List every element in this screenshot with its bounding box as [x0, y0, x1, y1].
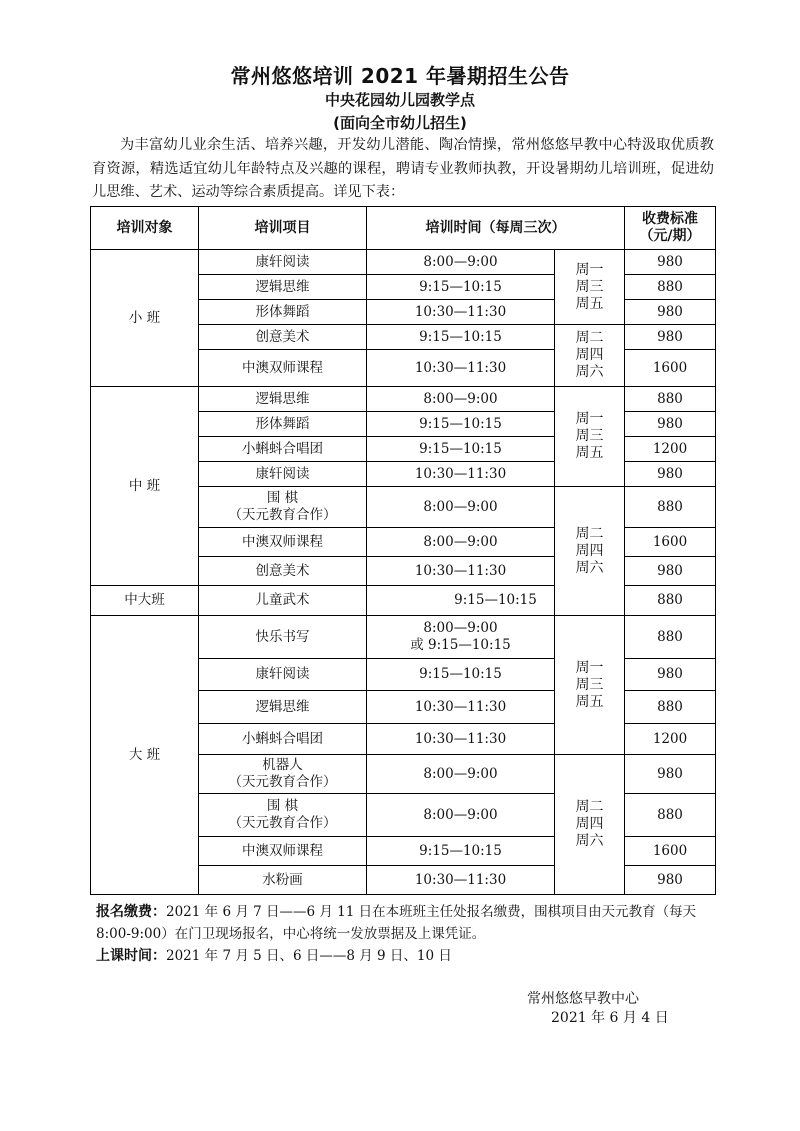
course-cell: 康轩阅读: [199, 659, 367, 691]
days-cell: 周一 周三 周五: [555, 387, 625, 487]
course-cell: 儿童武术: [199, 586, 367, 616]
fee-cell: 1200: [625, 724, 716, 755]
enroll-text: 2021 年 6 月 7 日——6 月 11 日在本班班主任处报名缴费，围棋项目由天元教育（每天 8:00-9:00）在门卫现场报名，中心将统一发放票据及上课凭证。: [96, 904, 697, 942]
table-header-row: [91, 207, 716, 250]
table-row: [91, 387, 716, 412]
course-cell: 创意美术: [199, 557, 367, 586]
page-title: 常州悠悠培训 2021 年暑期招生公告: [230, 64, 570, 88]
time-cell: 10:30—11:30: [367, 691, 555, 724]
time-cell: 8:00—9:00: [367, 250, 555, 275]
time-cell: 8:00—9:00 或 9:15—10:15: [367, 616, 555, 659]
schedule-table: [90, 206, 716, 895]
time-cell: 9:15—10:15: [367, 437, 555, 462]
fee-cell: 980: [625, 412, 716, 437]
fee-cell: 1600: [625, 350, 716, 387]
time-cell: 9:15—10:15: [367, 586, 625, 616]
header-fee-text: 收费标准 （元/期）: [639, 211, 701, 244]
course-cell: 逻辑思维: [199, 275, 367, 300]
header-target: 培训对象: [91, 207, 199, 250]
time-cell: 9:15—10:15: [367, 837, 555, 866]
course-cell: 创意美术: [199, 325, 367, 350]
days-cell: 周二 周四 周六: [555, 325, 625, 387]
enroll-note: [96, 901, 716, 945]
course-cell: 小蝌蚪合唱团: [199, 437, 367, 462]
days-cell: 周二 周四 周六: [555, 487, 625, 616]
days-cell: 周一 周三 周五: [555, 616, 625, 755]
time-cell: 10:30—11:30: [367, 300, 555, 325]
time-cell: 10:30—11:30: [367, 866, 555, 895]
page-subtitle: 中央花园幼儿园教学点: [324, 91, 475, 109]
table-row: [91, 586, 716, 616]
fee-cell: 980: [625, 250, 716, 275]
time-cell: 8:00—9:00: [367, 528, 555, 557]
header-fee: [625, 207, 716, 250]
enroll-label: 报名缴费：: [96, 904, 166, 920]
course-cell: 逻辑思维: [199, 387, 367, 412]
course-cell: 逻辑思维: [199, 691, 367, 724]
class-group-cell: 大 班: [91, 616, 199, 895]
fee-cell: 880: [625, 487, 716, 528]
course-cell: 水粉画: [199, 866, 367, 895]
fee-cell: 880: [625, 616, 716, 659]
time-cell: 10:30—11:30: [367, 724, 555, 755]
table-row: [91, 250, 716, 275]
course-cell: 机器人 （天元教育合作）: [199, 755, 367, 794]
course-cell: 中澳双师课程: [199, 837, 367, 866]
time-cell: 8:00—9:00: [367, 387, 555, 412]
course-cell: 康轩阅读: [199, 462, 367, 487]
fee-cell: 1200: [625, 437, 716, 462]
course-cell: 中澳双师课程: [199, 350, 367, 387]
time-cell: 9:15—10:15: [367, 412, 555, 437]
class-group-cell: 小 班: [91, 250, 199, 387]
course-cell: 围 棋 （天元教育合作）: [199, 487, 367, 528]
time-cell: 9:15—10:15: [367, 275, 555, 300]
class-time-label: 上课时间：: [96, 948, 166, 964]
time-cell: 9:15—10:15: [367, 325, 555, 350]
course-cell: 康轩阅读: [199, 250, 367, 275]
course-cell: 小蝌蚪合唱团: [199, 724, 367, 755]
header-course: 培训项目: [199, 207, 367, 250]
fee-cell: 980: [625, 462, 716, 487]
time-cell: 9:15—10:15: [367, 659, 555, 691]
fee-cell: 980: [625, 659, 716, 691]
course-cell: 围 棋 （天元教育合作）: [199, 794, 367, 837]
course-cell: 形体舞蹈: [199, 300, 367, 325]
fee-cell: 880: [625, 794, 716, 837]
fee-cell: 880: [625, 275, 716, 300]
signature-date: 2021 年 6 月 4 日: [551, 1010, 669, 1026]
intro-paragraph: 为丰富幼儿业余生活、培养兴趣，开发幼儿潜能、陶冶情操，常州悠悠早教中心特汲取优质教育资源，精选适宜幼儿年龄特点及兴趣的课程，聘请专业教师执教，开设暑期幼儿培训班，促进幼儿思维、艺术、运动等综合素质提高。详见下表：: [92, 137, 714, 200]
course-cell: 形体舞蹈: [199, 412, 367, 437]
fee-cell: 880: [625, 691, 716, 724]
time-cell: 8:00—9:00: [367, 755, 555, 794]
days-cell: 周二 周四 周六: [555, 755, 625, 895]
fee-cell: 1600: [625, 528, 716, 557]
fee-cell: 1600: [625, 837, 716, 866]
class-group-cell: 中大班: [91, 586, 199, 616]
time-cell: 10:30—11:30: [367, 557, 555, 586]
page-subtitle-scope: (面向全市幼儿招生): [333, 114, 467, 132]
schedule-body: [91, 250, 716, 895]
fee-cell: 980: [625, 755, 716, 794]
time-cell: 8:00—9:00: [367, 487, 555, 528]
fee-cell: 980: [625, 866, 716, 895]
class-time-note: [96, 945, 716, 967]
time-cell: 10:30—11:30: [367, 462, 555, 487]
course-cell: 快乐书写: [199, 616, 367, 659]
days-cell: 周一 周三 周五: [555, 250, 625, 325]
fee-cell: 980: [625, 557, 716, 586]
time-cell: 10:30—11:30: [367, 350, 555, 387]
signature-org: 常州悠悠早教中心: [527, 991, 639, 1007]
class-group-cell: 中 班: [91, 387, 199, 586]
course-cell: 中澳双师课程: [199, 528, 367, 557]
fee-cell: 880: [625, 387, 716, 412]
class-time-text: 2021 年 7 月 5 日、6 日——8 月 9 日、10 日: [166, 948, 452, 964]
fee-cell: 980: [625, 325, 716, 350]
table-row: [91, 616, 716, 659]
fee-cell: 980: [625, 300, 716, 325]
time-cell: 8:00—9:00: [367, 794, 555, 837]
fee-cell: 880: [625, 586, 716, 616]
header-time: 培训时间（每周三次）: [367, 207, 625, 250]
